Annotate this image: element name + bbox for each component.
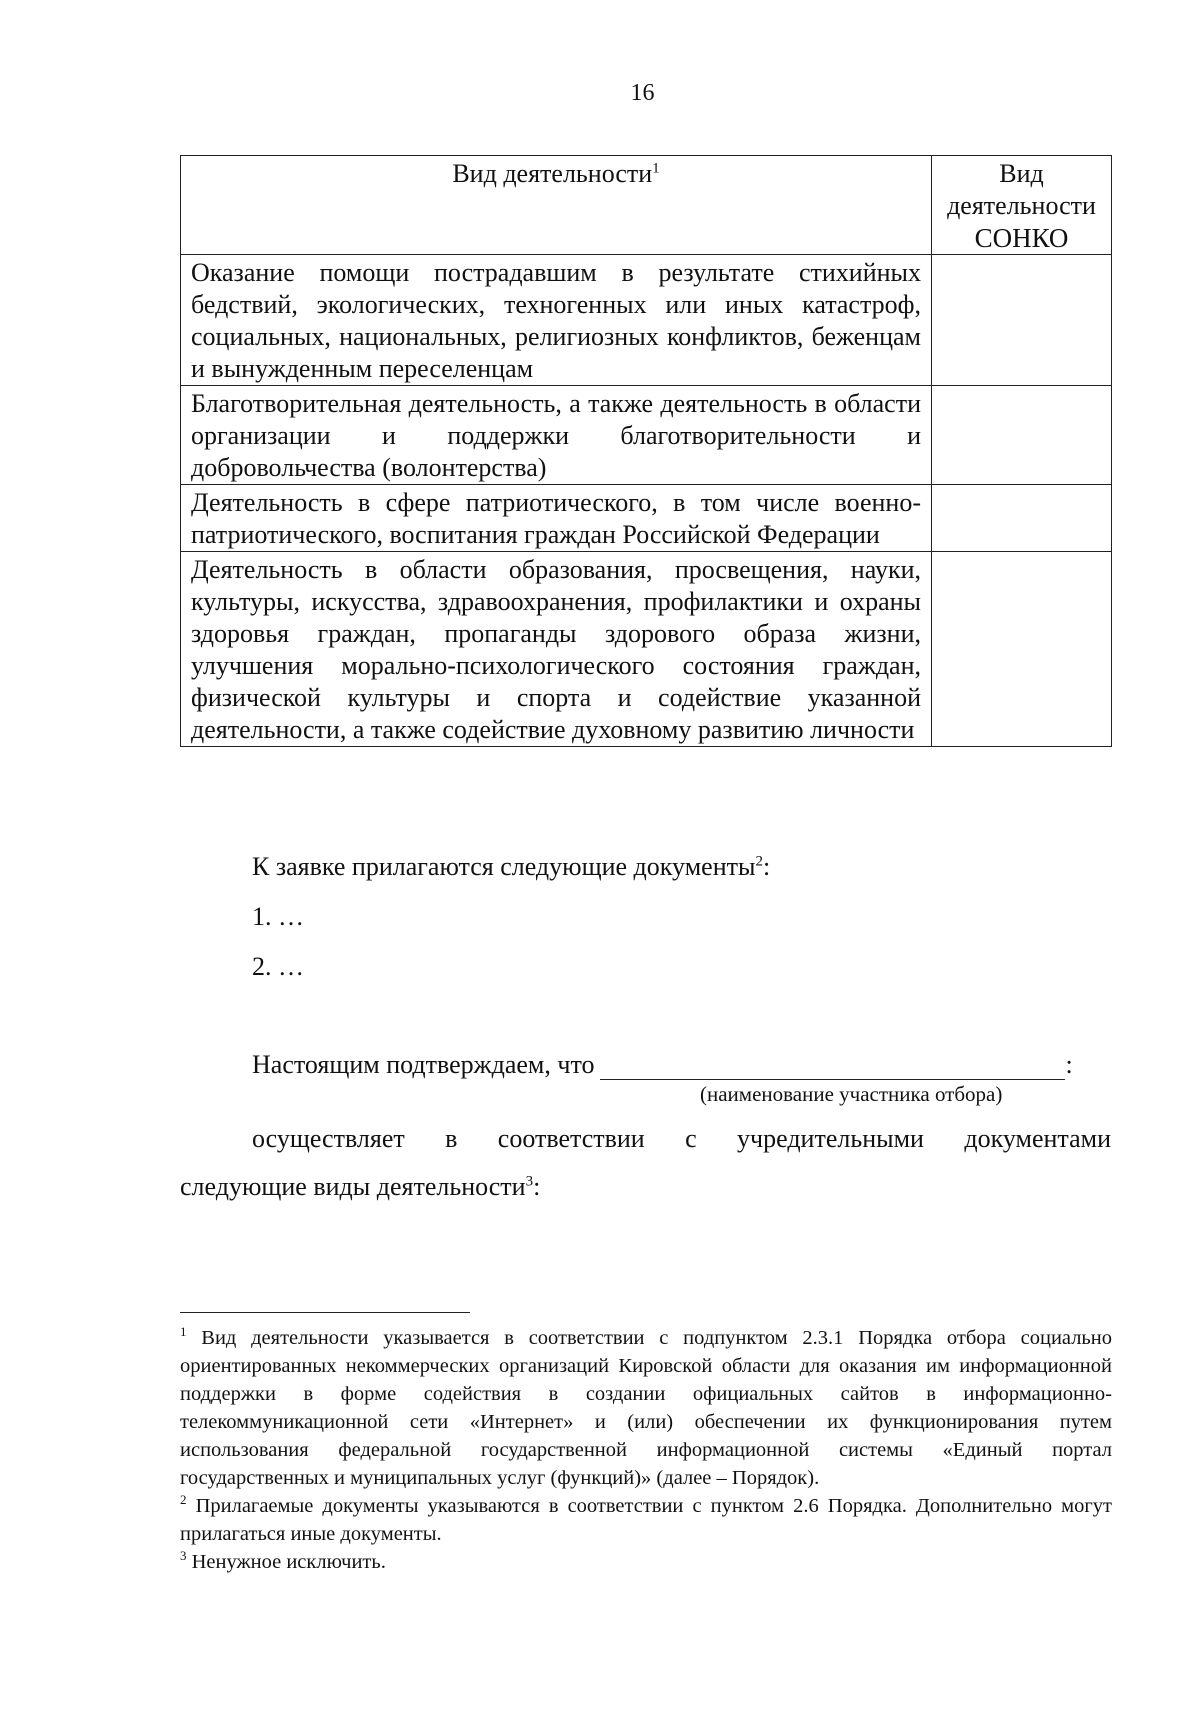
activity-kinds-colon: : — [533, 1172, 541, 1201]
activity-kinds-text: следующие виды деятельности — [180, 1172, 526, 1201]
footnote-ref-2: 2 — [755, 853, 763, 870]
footnote-mark: 2 — [180, 1492, 187, 1508]
header-sonko-line1: Вид — [999, 159, 1044, 188]
footnote-1 — [180, 1324, 1112, 1492]
implements-word: осуществляет — [252, 1124, 405, 1153]
page-number: 16 — [630, 80, 655, 106]
footnote-mark: 3 — [180, 1548, 187, 1564]
footnotes — [180, 1324, 1112, 1576]
sonko-mark-cell[interactable] — [932, 552, 1112, 747]
table-row — [181, 552, 1112, 747]
activity-text: Деятельность в сфере патриотического, в том числе военно-патриотического, воспитания граждан Российской Федерации — [181, 485, 932, 552]
attachments-title-text: К заявке прилагаются следующие документы — [252, 852, 756, 881]
header-sonko-line3: СОНКО — [974, 223, 1069, 253]
participant-name-caption: (наименование участника отбора) — [700, 1082, 1003, 1106]
confirmation-colon: : — [1065, 1050, 1073, 1079]
attachments-title-colon: : — [762, 852, 771, 881]
confirmation-text: Настоящим подтверждаем, что — [252, 1050, 595, 1079]
implements-word: с — [685, 1124, 697, 1153]
attachment-item: 1. … — [252, 902, 304, 931]
activity-text: Благотворительная деятельность, а также деятельность в области организации и поддержки благотворительности и добровольчества (волонтерства) — [181, 386, 932, 485]
attachment-item: 2. … — [252, 952, 304, 981]
implements-word: в — [445, 1124, 458, 1153]
activity-text: Оказание помощи пострадавшим в результате стихийных бедствий, экологических, техногенных или иных катастроф, социальных, национальных, религиозных конфликтов, беженцам и вынужденным переселенцам — [181, 255, 932, 386]
table-row — [181, 386, 1112, 485]
confirmation-line — [252, 1050, 1112, 1080]
implements-line — [252, 1124, 1111, 1154]
sonko-mark-cell[interactable] — [932, 386, 1112, 485]
sonko-mark-cell[interactable] — [932, 255, 1112, 386]
table-row — [181, 255, 1112, 386]
footnote-divider — [180, 1312, 470, 1313]
implements-word: учредительными — [737, 1124, 924, 1153]
header-sonko-line2: деятельности — [947, 191, 1096, 220]
footnote-ref-3: 3 — [525, 1173, 534, 1190]
footnote-text: Вид деятельности указывается в соответствии с подпунктом 2.3.1 Порядка отбора социально ориентированных некоммерческих организаций Кировской области для оказания им информационной поддержки в форме содействия в создании официальных сайтов в информационно-телекоммуникационной сети «Интернет» и (или) обеспечении их функционирования путем использования федеральной государственной информационной системы «Единый портал государственных и муниципальных услуг (функций)» (далее – Порядок). — [180, 1327, 1112, 1489]
footnote-text: Ненужное исключить. — [186, 1551, 386, 1573]
header-activity-kind-label: Вид деятельности — [452, 159, 653, 188]
footnote-3 — [180, 1548, 1112, 1576]
attachments-title — [252, 852, 770, 882]
implements-word: соответствии — [497, 1124, 645, 1153]
table-row — [181, 485, 1112, 552]
activity-table — [180, 155, 1112, 747]
activity-text: Деятельность в области образования, просвещения, науки, культуры, искусства, здравоохранения, профилактики и охраны здоровья граждан, пропаганды здорового образа жизни, улучшения морально-психологического состояния граждан, физической культуры и спорта и содействие указанной деятельности, а также содействие духовному развитию личности — [181, 552, 932, 747]
participant-name-field[interactable] — [600, 1051, 1065, 1080]
table-header-row — [181, 156, 1112, 255]
header-sonko-activity — [932, 156, 1112, 255]
footnote-mark: 1 — [180, 1324, 187, 1340]
header-activity-kind — [181, 156, 932, 255]
footnote-ref-1: 1 — [652, 160, 660, 177]
activity-kinds-line — [180, 1172, 540, 1202]
sonko-mark-cell[interactable] — [932, 485, 1112, 552]
footnote-text: Прилагаемые документы указываются в соответствии с пунктом 2.6 Порядка. Дополнительно могут прилагаться иные документы. — [180, 1495, 1112, 1545]
footnote-2 — [180, 1492, 1112, 1548]
implements-word: документами — [964, 1124, 1111, 1153]
